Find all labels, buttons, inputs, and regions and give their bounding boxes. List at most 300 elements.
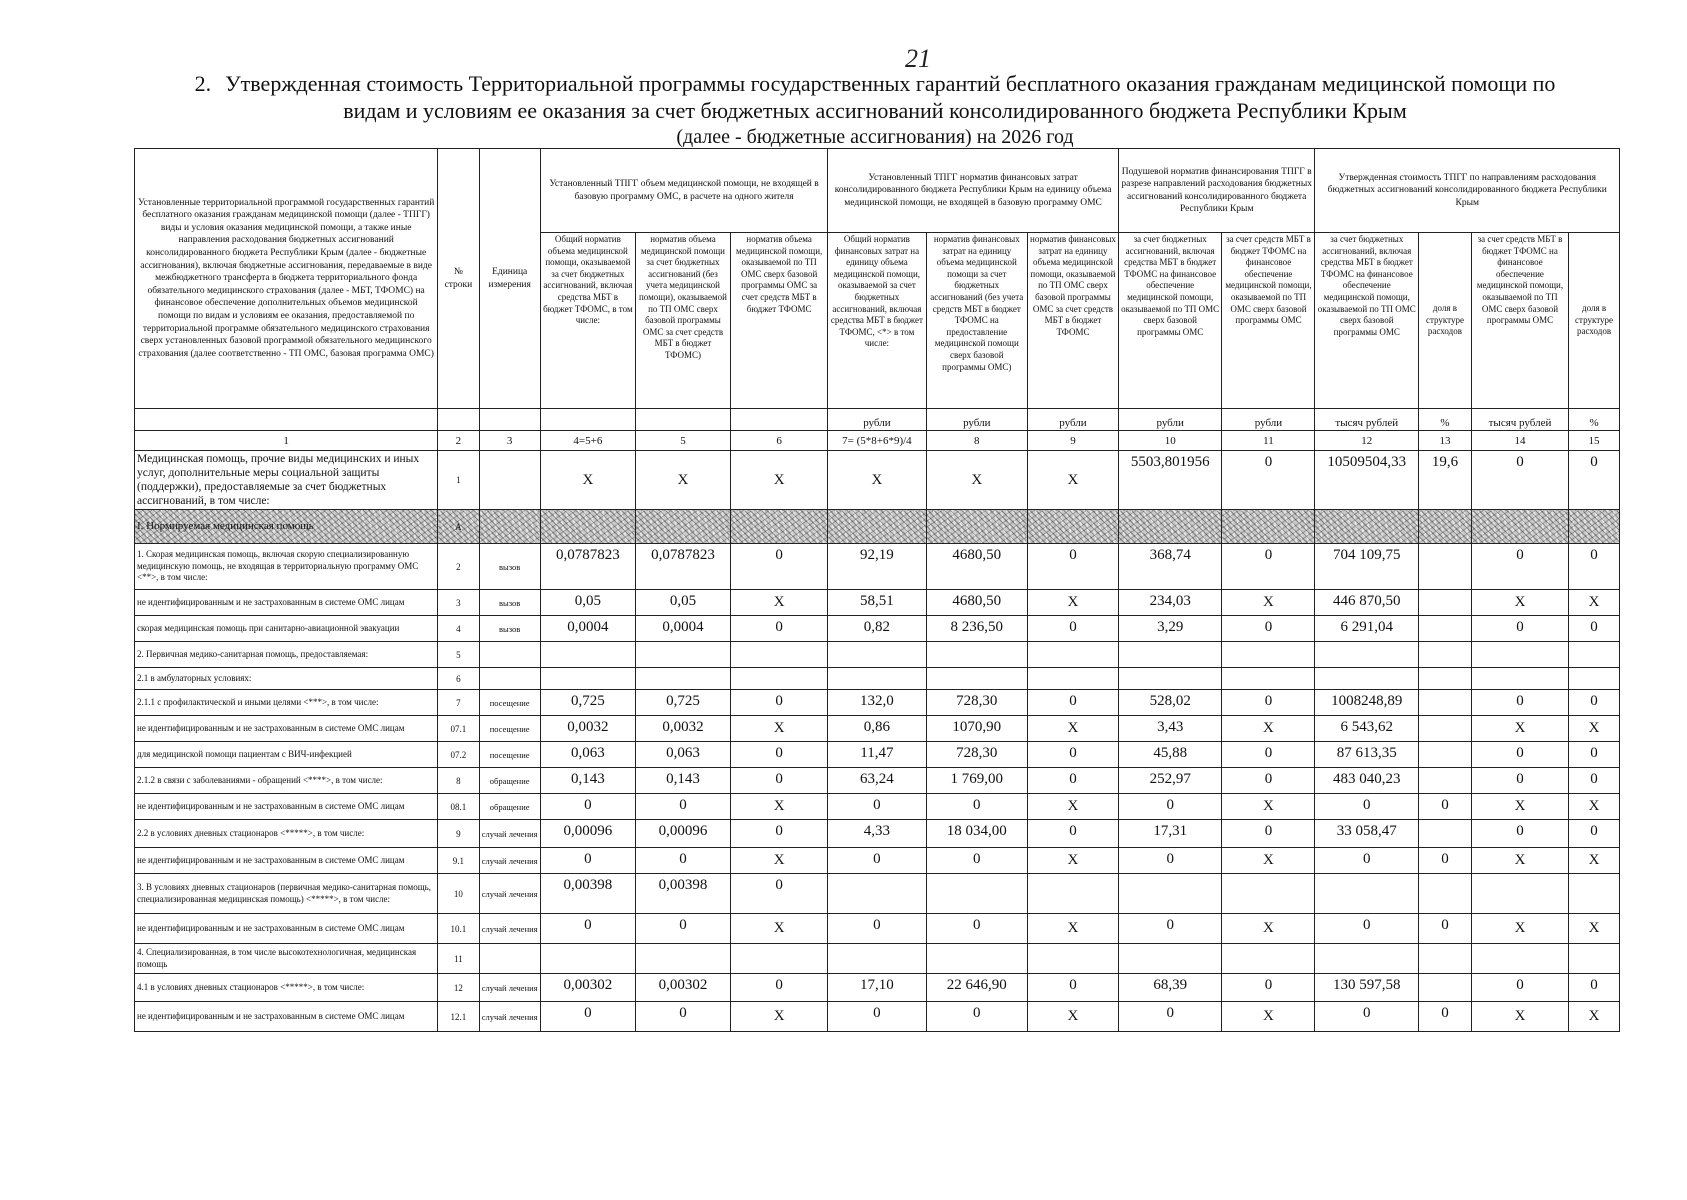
cell-col-6: 0 (731, 768, 828, 794)
unit-col-9: рубли (1028, 409, 1119, 431)
cell-col-5: 0,0032 (635, 716, 730, 742)
column-index-4: 4=5+6 (540, 431, 635, 451)
unit-col-15: % (1569, 409, 1620, 431)
column-index-11: 11 (1222, 431, 1315, 451)
cell-col-14: X (1471, 1002, 1568, 1032)
cell-col-13 (1419, 820, 1472, 848)
cell-col-6: X (731, 716, 828, 742)
cell-col-5: 0 (635, 848, 730, 874)
cell-col-10: 0 (1118, 794, 1222, 820)
cell-col-13 (1419, 590, 1472, 616)
cell-col-13: 0 (1419, 848, 1472, 874)
cell-col-5: 0,063 (635, 742, 730, 768)
table-row (135, 616, 1620, 642)
row-unit: обращение (479, 794, 540, 820)
cell-col-5: X (635, 451, 730, 510)
row-unit (479, 668, 540, 690)
column-index-14: 14 (1471, 431, 1568, 451)
cell-col-7: 0 (828, 1002, 926, 1032)
cell-col-10: 252,97 (1118, 768, 1222, 794)
cell-col-15: 0 (1569, 616, 1620, 642)
cell-col-5: 0,725 (635, 690, 730, 716)
header-sub-11: за счет средств МБТ в бюджет ТФОМС на финансовое обеспечение медицинской помощи, оказываемой по ТП ОМС сверх базовой программы ОМС (1222, 233, 1315, 409)
cell-col-15: 0 (1569, 820, 1620, 848)
cell-col-9 (1028, 642, 1119, 668)
table-row (135, 768, 1620, 794)
row-name: 3. В условиях дневных стационаров (первичная медико-санитарная помощь, специализированная медицинская помощь) <*****>, в том числе: (135, 874, 438, 914)
cell-col-11: 0 (1222, 974, 1315, 1002)
cell-col-12: 0 (1315, 794, 1419, 820)
cell-col-13 (1419, 544, 1472, 590)
cell-col-9: X (1028, 451, 1119, 510)
cell-col-4 (540, 668, 635, 690)
cell-col-15: X (1569, 914, 1620, 944)
cell-col-8: 8 236,50 (926, 616, 1027, 642)
cell-col-7: 58,51 (828, 590, 926, 616)
cell-col-8 (926, 642, 1027, 668)
cell-col-12 (1315, 642, 1419, 668)
row-name: не идентифицированным и не застрахованным в системе ОМС лицам (135, 848, 438, 874)
cell-col-9 (1028, 510, 1119, 544)
title-number: 2. (194, 71, 212, 96)
cell-col-15: X (1569, 794, 1620, 820)
cell-col-9: 0 (1028, 690, 1119, 716)
cell-col-5: 0,00302 (635, 974, 730, 1002)
cell-col-10 (1118, 642, 1222, 668)
cell-col-11: X (1222, 848, 1315, 874)
cell-col-13 (1419, 874, 1472, 914)
cell-col-8: 1 769,00 (926, 768, 1027, 794)
cell-col-6: 0 (731, 616, 828, 642)
cell-col-5: 0 (635, 1002, 730, 1032)
cell-col-7 (828, 642, 926, 668)
row-unit: случай лечения (479, 914, 540, 944)
cell-col-6: X (731, 451, 828, 510)
cell-col-14: X (1471, 794, 1568, 820)
cell-col-15: X (1569, 590, 1620, 616)
cell-col-6: X (731, 794, 828, 820)
title-line-3: (далее - бюджетные ассигнования) на 2026 год (676, 126, 1074, 148)
cell-col-9: X (1028, 590, 1119, 616)
cell-col-10: 17,31 (1118, 820, 1222, 848)
unit-col-12: тысяч рублей (1315, 409, 1419, 431)
header-sub-14: за счет средств МБТ в бюджет ТФОМС на финансовое обеспечение медицинской помощи, оказываемой по ТП ОМС сверх базовой программы ОМС (1471, 233, 1568, 409)
cell-col-13 (1419, 642, 1472, 668)
units-cell-3 (479, 409, 540, 431)
header-group-approved-cost: Утвержденная стоимость ТПГГ по направлениям расходования бюджетных ассигнований консолидированного бюджета Республики Крым (1315, 149, 1620, 233)
cell-col-5 (635, 944, 730, 974)
cell-col-4: 0 (540, 914, 635, 944)
row-name: 2. Первичная медико-санитарная помощь, предоставляемая: (135, 642, 438, 668)
header-row-no: № строки (438, 149, 479, 409)
cell-col-11 (1222, 510, 1315, 544)
cell-col-4: 0,063 (540, 742, 635, 768)
cell-col-4: 0,00398 (540, 874, 635, 914)
table-row (135, 794, 1620, 820)
cell-col-10: 0 (1118, 914, 1222, 944)
header-row-indexes (135, 431, 1620, 451)
cell-col-7: 63,24 (828, 768, 926, 794)
row-name: для медицинской помощи пациентам с ВИЧ-инфекцией (135, 742, 438, 768)
cell-col-15: X (1569, 1002, 1620, 1032)
cell-col-8: 728,30 (926, 742, 1027, 768)
cell-col-12: 130 597,58 (1315, 974, 1419, 1002)
cell-col-5 (635, 668, 730, 690)
cell-col-11: X (1222, 590, 1315, 616)
cell-col-5: 0,0004 (635, 616, 730, 642)
cell-col-10 (1118, 510, 1222, 544)
row-number: 3 (438, 590, 479, 616)
header-sub-12: за счет бюджетных ассигнований, включая средства МБТ в бюджет ТФОМС на финансовое обеспечение медицинской помощи, оказываемой по ТП ОМС сверх базовой программы ОМС (1315, 233, 1419, 409)
row-number: 1 (438, 451, 479, 510)
cell-col-6: 0 (731, 820, 828, 848)
table-row (135, 668, 1620, 690)
row-name: I. Нормируемая медицинская помощь (135, 510, 438, 544)
cell-col-14: 0 (1471, 820, 1568, 848)
row-name: 2.2 в условиях дневных стационаров <*****>, в том числе: (135, 820, 438, 848)
cell-col-7: 17,10 (828, 974, 926, 1002)
unit-col-5 (635, 409, 730, 431)
cell-col-15 (1569, 642, 1620, 668)
header-sub-6: норматив объема медицинской помощи, оказываемой по ТП ОМС сверх базовой программы ОМС за счет средств МБТ в бюджет ТФОМС (731, 233, 828, 409)
cell-col-12: 87 613,35 (1315, 742, 1419, 768)
row-name: не идентифицированным и не застрахованным в системе ОМС лицам (135, 794, 438, 820)
cell-col-12: 0 (1315, 1002, 1419, 1032)
column-index-15: 15 (1569, 431, 1620, 451)
cell-col-12 (1315, 874, 1419, 914)
row-name: не идентифицированным и не застрахованным в системе ОМС лицам (135, 716, 438, 742)
column-index-1: 1 (135, 431, 438, 451)
header-sub-5: норматив объема медицинской помощи за счет бюджетных ассигнований (без учета медицинской помощи), оказываемой по ТП ОМС сверх базовой программы ОМС за счет средств МБТ в бюджет ТФОМС) (635, 233, 730, 409)
table-row (135, 848, 1620, 874)
cell-col-7 (828, 668, 926, 690)
table-row (135, 544, 1620, 590)
row-name: 2.1 в амбулаторных условиях: (135, 668, 438, 690)
unit-col-14: тысяч рублей (1471, 409, 1568, 431)
cell-col-4: 0,143 (540, 768, 635, 794)
cell-col-12: 1008248,89 (1315, 690, 1419, 716)
cell-col-10: 368,74 (1118, 544, 1222, 590)
row-number: 9.1 (438, 848, 479, 874)
table-row (135, 914, 1620, 944)
cell-col-15: 0 (1569, 974, 1620, 1002)
cell-col-7 (828, 944, 926, 974)
title-line-1: Утвержденная стоимость Территориальной программы государственных гарантий бесплатного оказания гражданам медицинской помощи по (225, 71, 1556, 96)
cell-col-10 (1118, 944, 1222, 974)
row-number: 2 (438, 544, 479, 590)
row-number: 10 (438, 874, 479, 914)
cell-col-14: X (1471, 914, 1568, 944)
table-row (135, 820, 1620, 848)
cell-col-10 (1118, 874, 1222, 914)
row-unit: случай лечения (479, 1002, 540, 1032)
cell-col-14: 0 (1471, 742, 1568, 768)
cell-col-11: 0 (1222, 616, 1315, 642)
cell-col-14 (1471, 944, 1568, 974)
cell-col-10: 0 (1118, 848, 1222, 874)
cell-col-15: 0 (1569, 544, 1620, 590)
column-index-3: 3 (479, 431, 540, 451)
cell-col-9: X (1028, 794, 1119, 820)
row-unit: вызов (479, 590, 540, 616)
cell-col-7 (828, 874, 926, 914)
cell-col-14: X (1471, 590, 1568, 616)
row-number: 07.1 (438, 716, 479, 742)
table-row (135, 874, 1620, 914)
cell-col-15 (1569, 874, 1620, 914)
cell-col-15: 0 (1569, 742, 1620, 768)
cell-col-9: 0 (1028, 974, 1119, 1002)
unit-col-10: рубли (1118, 409, 1222, 431)
header-group-cost-norm: Установленный ТПГГ норматив финансовых затрат консолидированного бюджета Республики Крым на единицу объема медицинской помощи, не входящей в базовую программу ОМС (828, 149, 1119, 233)
cell-col-6: 0 (731, 874, 828, 914)
row-unit: обращение (479, 768, 540, 794)
cell-col-11: 0 (1222, 544, 1315, 590)
cell-col-9: 0 (1028, 820, 1119, 848)
cell-col-12: 483 040,23 (1315, 768, 1419, 794)
cell-col-14: X (1471, 848, 1568, 874)
table-row (135, 974, 1620, 1002)
cell-col-12: 6 543,62 (1315, 716, 1419, 742)
unit-col-13: % (1419, 409, 1472, 431)
cell-col-11: X (1222, 716, 1315, 742)
row-unit: вызов (479, 544, 540, 590)
unit-col-11: рубли (1222, 409, 1315, 431)
header-sub-15: доля в структуре расходов (1569, 233, 1620, 409)
cell-col-15: X (1569, 716, 1620, 742)
header-row-units (135, 409, 1620, 431)
row-number: 08.1 (438, 794, 479, 820)
cell-col-14: 0 (1471, 690, 1568, 716)
cell-col-5: 0 (635, 914, 730, 944)
cell-col-9: 0 (1028, 768, 1119, 794)
document-title (130, 70, 1620, 151)
cell-col-6 (731, 944, 828, 974)
cell-col-8: 22 646,90 (926, 974, 1027, 1002)
cell-col-13 (1419, 668, 1472, 690)
cell-col-14 (1471, 642, 1568, 668)
cell-col-13: 19,6 (1419, 451, 1472, 510)
row-number: 6 (438, 668, 479, 690)
cell-col-15 (1569, 510, 1620, 544)
cell-col-14 (1471, 510, 1568, 544)
cell-col-4 (540, 642, 635, 668)
row-unit: случай лечения (479, 848, 540, 874)
cell-col-12: 446 870,50 (1315, 590, 1419, 616)
cell-col-14 (1471, 874, 1568, 914)
cell-col-11: 0 (1222, 451, 1315, 510)
cell-col-10: 45,88 (1118, 742, 1222, 768)
header-left: Установленные территориальной программой государственных гарантий бесплатного оказания гражданам медицинской помощи (далее - ТПГГ) виды и условия оказания медицинской помощи, а также иные направления расходования бюджетных ассигнований консолидированного бюджета Республики Крым (далее - бюджетные ассигнования), включая бюджетные ассигнования, передаваемые в виде межбюджетного трансферта в бюджета территориального фонда обязательного медицинского страхования (далее - МБТ, ТФОМС) на финансовое обеспечение дополнительных объемов медицинской помощи по видам и условиям ее оказания, предоставляемой по территориальной программе обязательного медицинского страхования сверх установленных базовой программой обязательного медицинского страхования (далее соответственно - ТП ОМС, базовая программа ОМС) (135, 149, 438, 409)
cell-col-7: 0 (828, 794, 926, 820)
cell-col-12: 0 (1315, 848, 1419, 874)
row-number: 10.1 (438, 914, 479, 944)
cell-col-8 (926, 874, 1027, 914)
cell-col-9: 0 (1028, 616, 1119, 642)
cell-col-14: 0 (1471, 616, 1568, 642)
cell-col-11 (1222, 668, 1315, 690)
units-cell-1 (135, 409, 438, 431)
row-unit: случай лечения (479, 974, 540, 1002)
column-index-9: 9 (1028, 431, 1119, 451)
row-name: 4. Специализированная, в том числе высокотехнологичная, медицинская помощь (135, 944, 438, 974)
header-group-volume: Установленный ТПГГ объем медицинской помощи, не входящей в базовую программу ОМС, в расчете на одного жителя (540, 149, 827, 233)
row-number: А (438, 510, 479, 544)
cell-col-6 (731, 642, 828, 668)
cell-col-6: X (731, 590, 828, 616)
cell-col-4: 0,05 (540, 590, 635, 616)
row-unit (479, 451, 540, 510)
cell-col-4: 0,0787823 (540, 544, 635, 590)
cell-col-14: 0 (1471, 974, 1568, 1002)
column-index-7: 7= (5*8+6*9)/4 (828, 431, 926, 451)
column-index-6: 6 (731, 431, 828, 451)
row-number: 7 (438, 690, 479, 716)
row-unit: случай лечения (479, 874, 540, 914)
cell-col-9: X (1028, 848, 1119, 874)
cell-col-4: 0 (540, 1002, 635, 1032)
cell-col-6: X (731, 914, 828, 944)
cell-col-11: X (1222, 914, 1315, 944)
cell-col-4: 0,725 (540, 690, 635, 716)
unit-col-8: рубли (926, 409, 1027, 431)
header-unit: Единица измерения (479, 149, 540, 409)
row-number: 12.1 (438, 1002, 479, 1032)
cell-col-7: 11,47 (828, 742, 926, 768)
cell-col-13 (1419, 616, 1472, 642)
cell-col-7: 92,19 (828, 544, 926, 590)
cell-col-9: 0 (1028, 742, 1119, 768)
cell-col-14: 0 (1471, 768, 1568, 794)
cell-col-5: 0,143 (635, 768, 730, 794)
cell-col-8: 4680,50 (926, 544, 1027, 590)
cell-col-9: 0 (1028, 544, 1119, 590)
cell-col-11: 0 (1222, 768, 1315, 794)
row-unit: посещение (479, 716, 540, 742)
row-unit: посещение (479, 690, 540, 716)
table-row (135, 716, 1620, 742)
cell-col-7: 0 (828, 848, 926, 874)
cell-col-5: 0,00398 (635, 874, 730, 914)
cell-col-9: X (1028, 1002, 1119, 1032)
cell-col-8: 0 (926, 1002, 1027, 1032)
cell-col-8: 0 (926, 794, 1027, 820)
cell-col-13: 0 (1419, 1002, 1472, 1032)
cell-col-13 (1419, 974, 1472, 1002)
cell-col-8: 0 (926, 848, 1027, 874)
column-index-8: 8 (926, 431, 1027, 451)
cell-col-7 (828, 510, 926, 544)
cell-col-11: 0 (1222, 690, 1315, 716)
table-row (135, 742, 1620, 768)
cell-col-10: 5503,801956 (1118, 451, 1222, 510)
cell-col-10: 528,02 (1118, 690, 1222, 716)
cell-col-7: 0 (828, 914, 926, 944)
table-row (135, 590, 1620, 616)
cell-col-13 (1419, 510, 1472, 544)
cell-col-11 (1222, 944, 1315, 974)
header-group-per-capita: Подушевой норматив финансирования ТПГГ в разрезе направлений расходования бюджетных ассигнований консолидированного бюджета Республики Крым (1118, 149, 1315, 233)
row-name: скорая медицинская помощь при санитарно-авиационной эвакуации (135, 616, 438, 642)
cell-col-8: X (926, 451, 1027, 510)
cell-col-10: 234,03 (1118, 590, 1222, 616)
cell-col-10 (1118, 668, 1222, 690)
header-sub-13: доля в структуре расходов (1419, 233, 1472, 409)
cell-col-11: 0 (1222, 820, 1315, 848)
row-number: 5 (438, 642, 479, 668)
table-row (135, 690, 1620, 716)
row-name: не идентифицированным и не застрахованным в системе ОМС лицам (135, 914, 438, 944)
cell-col-10: 3,29 (1118, 616, 1222, 642)
row-name: не идентифицированным и не застрахованным в системе ОМС лицам (135, 590, 438, 616)
units-cell-2 (438, 409, 479, 431)
unit-col-6 (731, 409, 828, 431)
cell-col-8: 0 (926, 914, 1027, 944)
cell-col-9 (1028, 668, 1119, 690)
column-index-2: 2 (438, 431, 479, 451)
cell-col-12: 10509504,33 (1315, 451, 1419, 510)
cell-col-11: X (1222, 794, 1315, 820)
cell-col-9 (1028, 944, 1119, 974)
row-number: 12 (438, 974, 479, 1002)
cell-col-6: 0 (731, 742, 828, 768)
table-row (135, 451, 1620, 510)
cell-col-8 (926, 668, 1027, 690)
row-unit (479, 944, 540, 974)
cell-col-11 (1222, 642, 1315, 668)
cell-col-15: 0 (1569, 768, 1620, 794)
cell-col-8: 1070,90 (926, 716, 1027, 742)
cell-col-14: X (1471, 716, 1568, 742)
row-unit: случай лечения (479, 820, 540, 848)
cell-col-14 (1471, 668, 1568, 690)
page-number: 21 (905, 44, 931, 73)
column-index-13: 13 (1419, 431, 1472, 451)
cell-col-6: X (731, 848, 828, 874)
cell-col-7: 0,82 (828, 616, 926, 642)
cell-col-4 (540, 510, 635, 544)
cell-col-14: 0 (1471, 544, 1568, 590)
cell-col-5 (635, 642, 730, 668)
cell-col-6: 0 (731, 690, 828, 716)
row-unit (479, 510, 540, 544)
cell-col-11: X (1222, 1002, 1315, 1032)
cell-col-6: 0 (731, 544, 828, 590)
row-number: 07.2 (438, 742, 479, 768)
cell-col-13 (1419, 944, 1472, 974)
column-index-12: 12 (1315, 431, 1419, 451)
column-index-5: 5 (635, 431, 730, 451)
cell-col-13 (1419, 690, 1472, 716)
cell-col-4: 0,00302 (540, 974, 635, 1002)
cell-col-4: 0,00096 (540, 820, 635, 848)
cell-col-7: 4,33 (828, 820, 926, 848)
cell-col-10: 3,43 (1118, 716, 1222, 742)
cell-col-13 (1419, 768, 1472, 794)
cell-col-14: 0 (1471, 451, 1568, 510)
row-number: 4 (438, 616, 479, 642)
cell-col-4 (540, 944, 635, 974)
cell-col-10: 0 (1118, 1002, 1222, 1032)
cell-col-12: 33 058,47 (1315, 820, 1419, 848)
cell-col-4: X (540, 451, 635, 510)
cell-col-8 (926, 510, 1027, 544)
cell-col-15 (1569, 944, 1620, 974)
unit-col-4 (540, 409, 635, 431)
header-sub-7: Общий норматив финансовых затрат на единицу объема медицинской помощи, оказываемой за счет бюджетных ассигнований, включая средства МБТ в бюджет ТФОМС, <*> в том числе: (828, 233, 926, 409)
cell-col-13: 0 (1419, 794, 1472, 820)
header-sub-10: за счет бюджетных ассигнований, включая средства МБТ в бюджет ТФОМС на финансовое обеспечение медицинской помощи, оказываемой по ТП ОМС сверх базовой программы ОМС (1118, 233, 1222, 409)
